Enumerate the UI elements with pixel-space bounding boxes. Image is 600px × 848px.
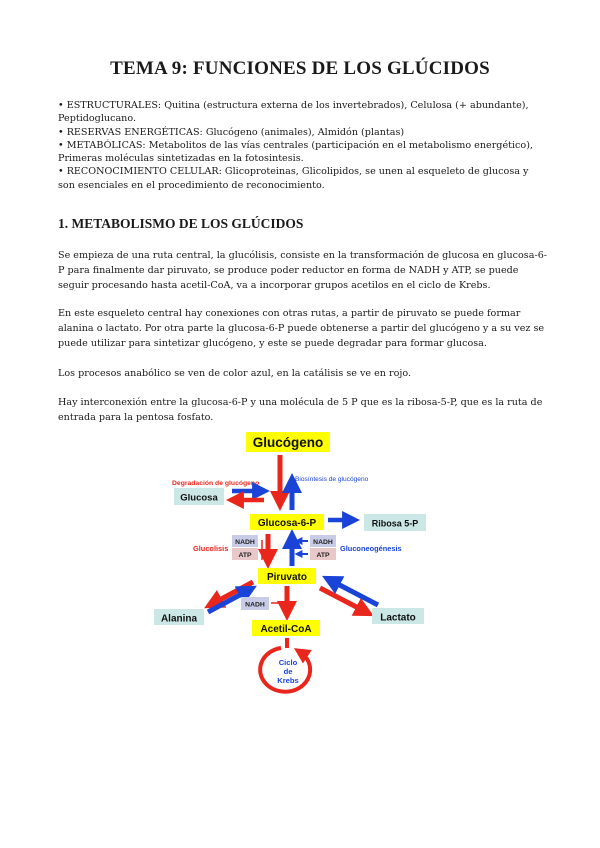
paragraph-conexiones: En este esqueleto central hay conexiones con otras rutas, a partir de piruvato se puede formar alanina o lactato. Por otra parte la glucosa-6-P puede obtenerse a partir del glucógeno y a su vez se puede utilizar para sintetizar glucógeno, y este se puede degradar para formar glucosa.: [58, 308, 545, 350]
gluconeogenesis-label: Gluconeogénesis: [340, 544, 402, 553]
nadh-acetil-label: NADH: [245, 601, 265, 609]
page-title: TEMA 9: FUNCIONES DE LOS GLÚCIDOS: [110, 58, 490, 79]
lactato-label: Lactato: [380, 612, 416, 624]
glucolisis-label: Glucolisis: [193, 544, 229, 553]
krebs-label-krebs: Krebs: [277, 676, 299, 685]
krebs-label-de: de: [283, 667, 293, 676]
piruvato-label: Piruvato: [266, 572, 308, 583]
glucosa-label: Glucosa: [180, 492, 218, 504]
paragraph-glucolisis: Se empieza de una ruta central, la glucólisis, consiste en la transformación de glucosa en glucosa-6-P para finalmente dar piruvato, se produce poder reductor en forma de NADH y ATP, se puede seguir procesando hasta acetil-CoA, va a incorporar grupos acetilos en el ciclo de Krebs.: [58, 250, 548, 292]
bullet-reservas: • RESERVAS ENERGÉTICAS: Glucógeno (animales), Almidón (plantas): [58, 126, 405, 138]
lactato-to-piruvato-arrow: [330, 580, 378, 605]
glucogeno-label: Glucógeno: [252, 435, 324, 450]
section-title: 1. METABOLISMO DE LOS GLÚCIDOS: [58, 216, 304, 231]
bullet-reconocimiento: • RECONOCIMIENTO CELULAR: Glicoproteinas, Glicolipidos, se unen al esqueleto de glucosa y son esenciales en el procedimiento de reconocimiento.: [58, 166, 529, 191]
acetilcoa-label: Acetil-CoA: [260, 624, 312, 635]
bullet-metabolicas: • METABÓLICAS: Metabolitos de las vías centrales (participación en el metabolismo energético), Primeras moléculas sintetizadas en la fotosintesis.: [58, 139, 533, 165]
glucosa6p-label: Glucosa-6-P: [257, 518, 317, 529]
krebs-label-ciclo: Ciclo: [278, 658, 298, 667]
ribosa-label: Ribosa 5-P: [371, 518, 419, 529]
bullet-estructurales: • ESTRUCTURALES: Quitina (estructura externa de los invertebrados), Celulosa (+ abundante), Peptidoglucano.: [58, 100, 529, 125]
atp-left-label: ATP: [238, 552, 252, 559]
nadh-right-label: NADH: [313, 539, 333, 546]
paragraph-colores: Los procesos anabólico se ven de color azul, en la catálisis se ve en rojo.: [58, 368, 412, 379]
piruvato-to-lactato-arrow: [320, 588, 366, 612]
atp-right-label: ATP: [316, 552, 330, 559]
degradacion-label: Degradación de glucógeno: [172, 480, 260, 487]
biosintesis-label: Biosíntesis de glucógeno: [295, 476, 369, 483]
nadh-left-label: NADH: [235, 539, 255, 546]
paragraph-ribosa: Hay interconexión entre la glucosa-6-P y una molécula de 5 P que es la ribosa-5-P, que es la ruta de entrada para la pentosa fosfato.: [58, 397, 543, 424]
alanina-label: Alanina: [160, 613, 198, 625]
